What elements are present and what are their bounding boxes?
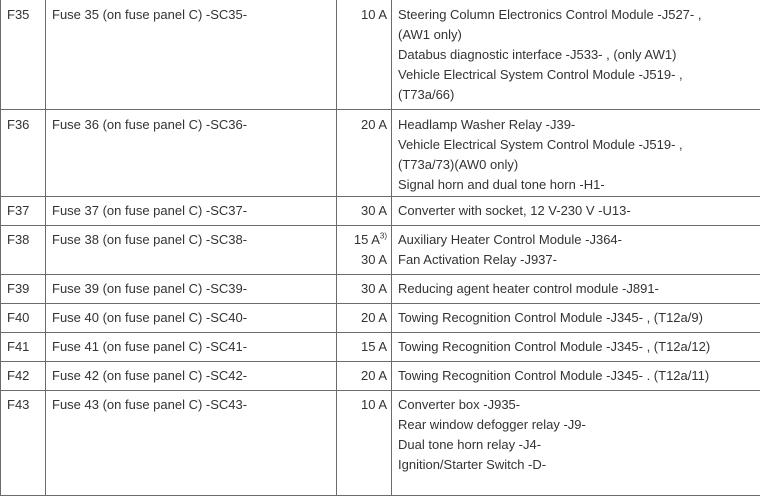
fuse-id: F37 <box>1 197 46 226</box>
fuse-name: Fuse 36 (on fuse panel C) -SC36- <box>46 110 337 197</box>
table-row <box>1 0 760 110</box>
fuse-id: F42 <box>1 362 46 391</box>
fuse-rating <box>337 304 392 333</box>
table-row <box>1 304 760 333</box>
description-line: (AW1 only) <box>398 25 756 45</box>
rating-value: 30 A <box>343 201 387 221</box>
description-line: Fan Activation Relay -J937- <box>398 250 756 270</box>
description-line: Converter box -J935- <box>398 395 756 415</box>
fuse-rating <box>337 226 392 275</box>
fuse-id: F39 <box>1 275 46 304</box>
fuse-name: Fuse 35 (on fuse panel C) -SC35- <box>46 0 337 110</box>
rating-value: 20 A <box>343 366 387 386</box>
fuse-rating <box>337 110 392 197</box>
fuse-description <box>392 333 760 362</box>
fuse-id: F40 <box>1 304 46 333</box>
rating-value: 30 A <box>343 250 387 270</box>
fuse-rating <box>337 362 392 391</box>
description-line: (T73a/66) <box>398 85 756 105</box>
fuse-description <box>392 275 760 304</box>
table-row <box>1 275 760 304</box>
description-line: Ignition/Starter Switch -D- <box>398 455 756 475</box>
table-row <box>1 362 760 391</box>
fuse-name: Fuse 42 (on fuse panel C) -SC42- <box>46 362 337 391</box>
fuse-name: Fuse 43 (on fuse panel C) -SC43- <box>46 391 337 496</box>
rating-value: 10 A <box>343 5 387 25</box>
fuse-rating <box>337 333 392 362</box>
fuse-rating <box>337 0 392 110</box>
table-row <box>1 226 760 275</box>
fuse-description <box>392 197 760 226</box>
description-line: Signal horn and dual tone horn -H1- <box>398 175 756 195</box>
description-line: Converter with socket, 12 V-230 V -U13- <box>398 201 756 221</box>
fuse-description <box>392 304 760 333</box>
fuse-rating <box>337 197 392 226</box>
fuse-description <box>392 362 760 391</box>
fuse-name: Fuse 39 (on fuse panel C) -SC39- <box>46 275 337 304</box>
description-line: Rear window defogger relay -J9- <box>398 415 756 435</box>
description-line: Headlamp Washer Relay -J39- <box>398 115 756 135</box>
fuse-name: Fuse 40 (on fuse panel C) -SC40- <box>46 304 337 333</box>
rating-value: 15 A <box>354 232 380 247</box>
fuse-name: Fuse 38 (on fuse panel C) -SC38- <box>46 226 337 275</box>
description-line: Steering Column Electronics Control Module -J527- , <box>398 5 756 25</box>
description-line: Dual tone horn relay -J4- <box>398 435 756 455</box>
description-line: Towing Recognition Control Module -J345- , (T12a/12) <box>398 337 756 357</box>
rating-value: 30 A <box>343 279 387 299</box>
table-row <box>1 110 760 197</box>
fuse-name: Fuse 41 (on fuse panel C) -SC41- <box>46 333 337 362</box>
fuse-id: F41 <box>1 333 46 362</box>
description-line: Reducing agent heater control module -J891- <box>398 279 756 299</box>
rating-value: 20 A <box>343 115 387 135</box>
description-line: Databus diagnostic interface -J533- , (only AW1) <box>398 45 756 65</box>
description-line: Towing Recognition Control Module -J345- . (T12a/11) <box>398 366 756 386</box>
fuse-description <box>392 226 760 275</box>
table-row <box>1 333 760 362</box>
description-line: Vehicle Electrical System Control Module -J519- , <box>398 135 756 155</box>
fuse-description <box>392 0 760 110</box>
description-line: (T73a/73)(AW0 only) <box>398 155 756 175</box>
description-line: Auxiliary Heater Control Module -J364- <box>398 230 756 250</box>
rating-value: 10 A <box>343 395 387 415</box>
rating-value: 15 A <box>343 337 387 357</box>
rating-value: 20 A <box>343 308 387 328</box>
rating-line <box>343 230 387 250</box>
fuse-name: Fuse 37 (on fuse panel C) -SC37- <box>46 197 337 226</box>
footnote-marker: 3) <box>380 232 387 241</box>
fuse-rating <box>337 275 392 304</box>
fuse-id: F43 <box>1 391 46 496</box>
fuse-id: F36 <box>1 110 46 197</box>
description-line: Towing Recognition Control Module -J345- , (T12a/9) <box>398 308 756 328</box>
table-row <box>1 197 760 226</box>
fuse-id: F38 <box>1 226 46 275</box>
fuse-description <box>392 110 760 197</box>
fuse-id: F35 <box>1 0 46 110</box>
description-line: Vehicle Electrical System Control Module -J519- , <box>398 65 756 85</box>
